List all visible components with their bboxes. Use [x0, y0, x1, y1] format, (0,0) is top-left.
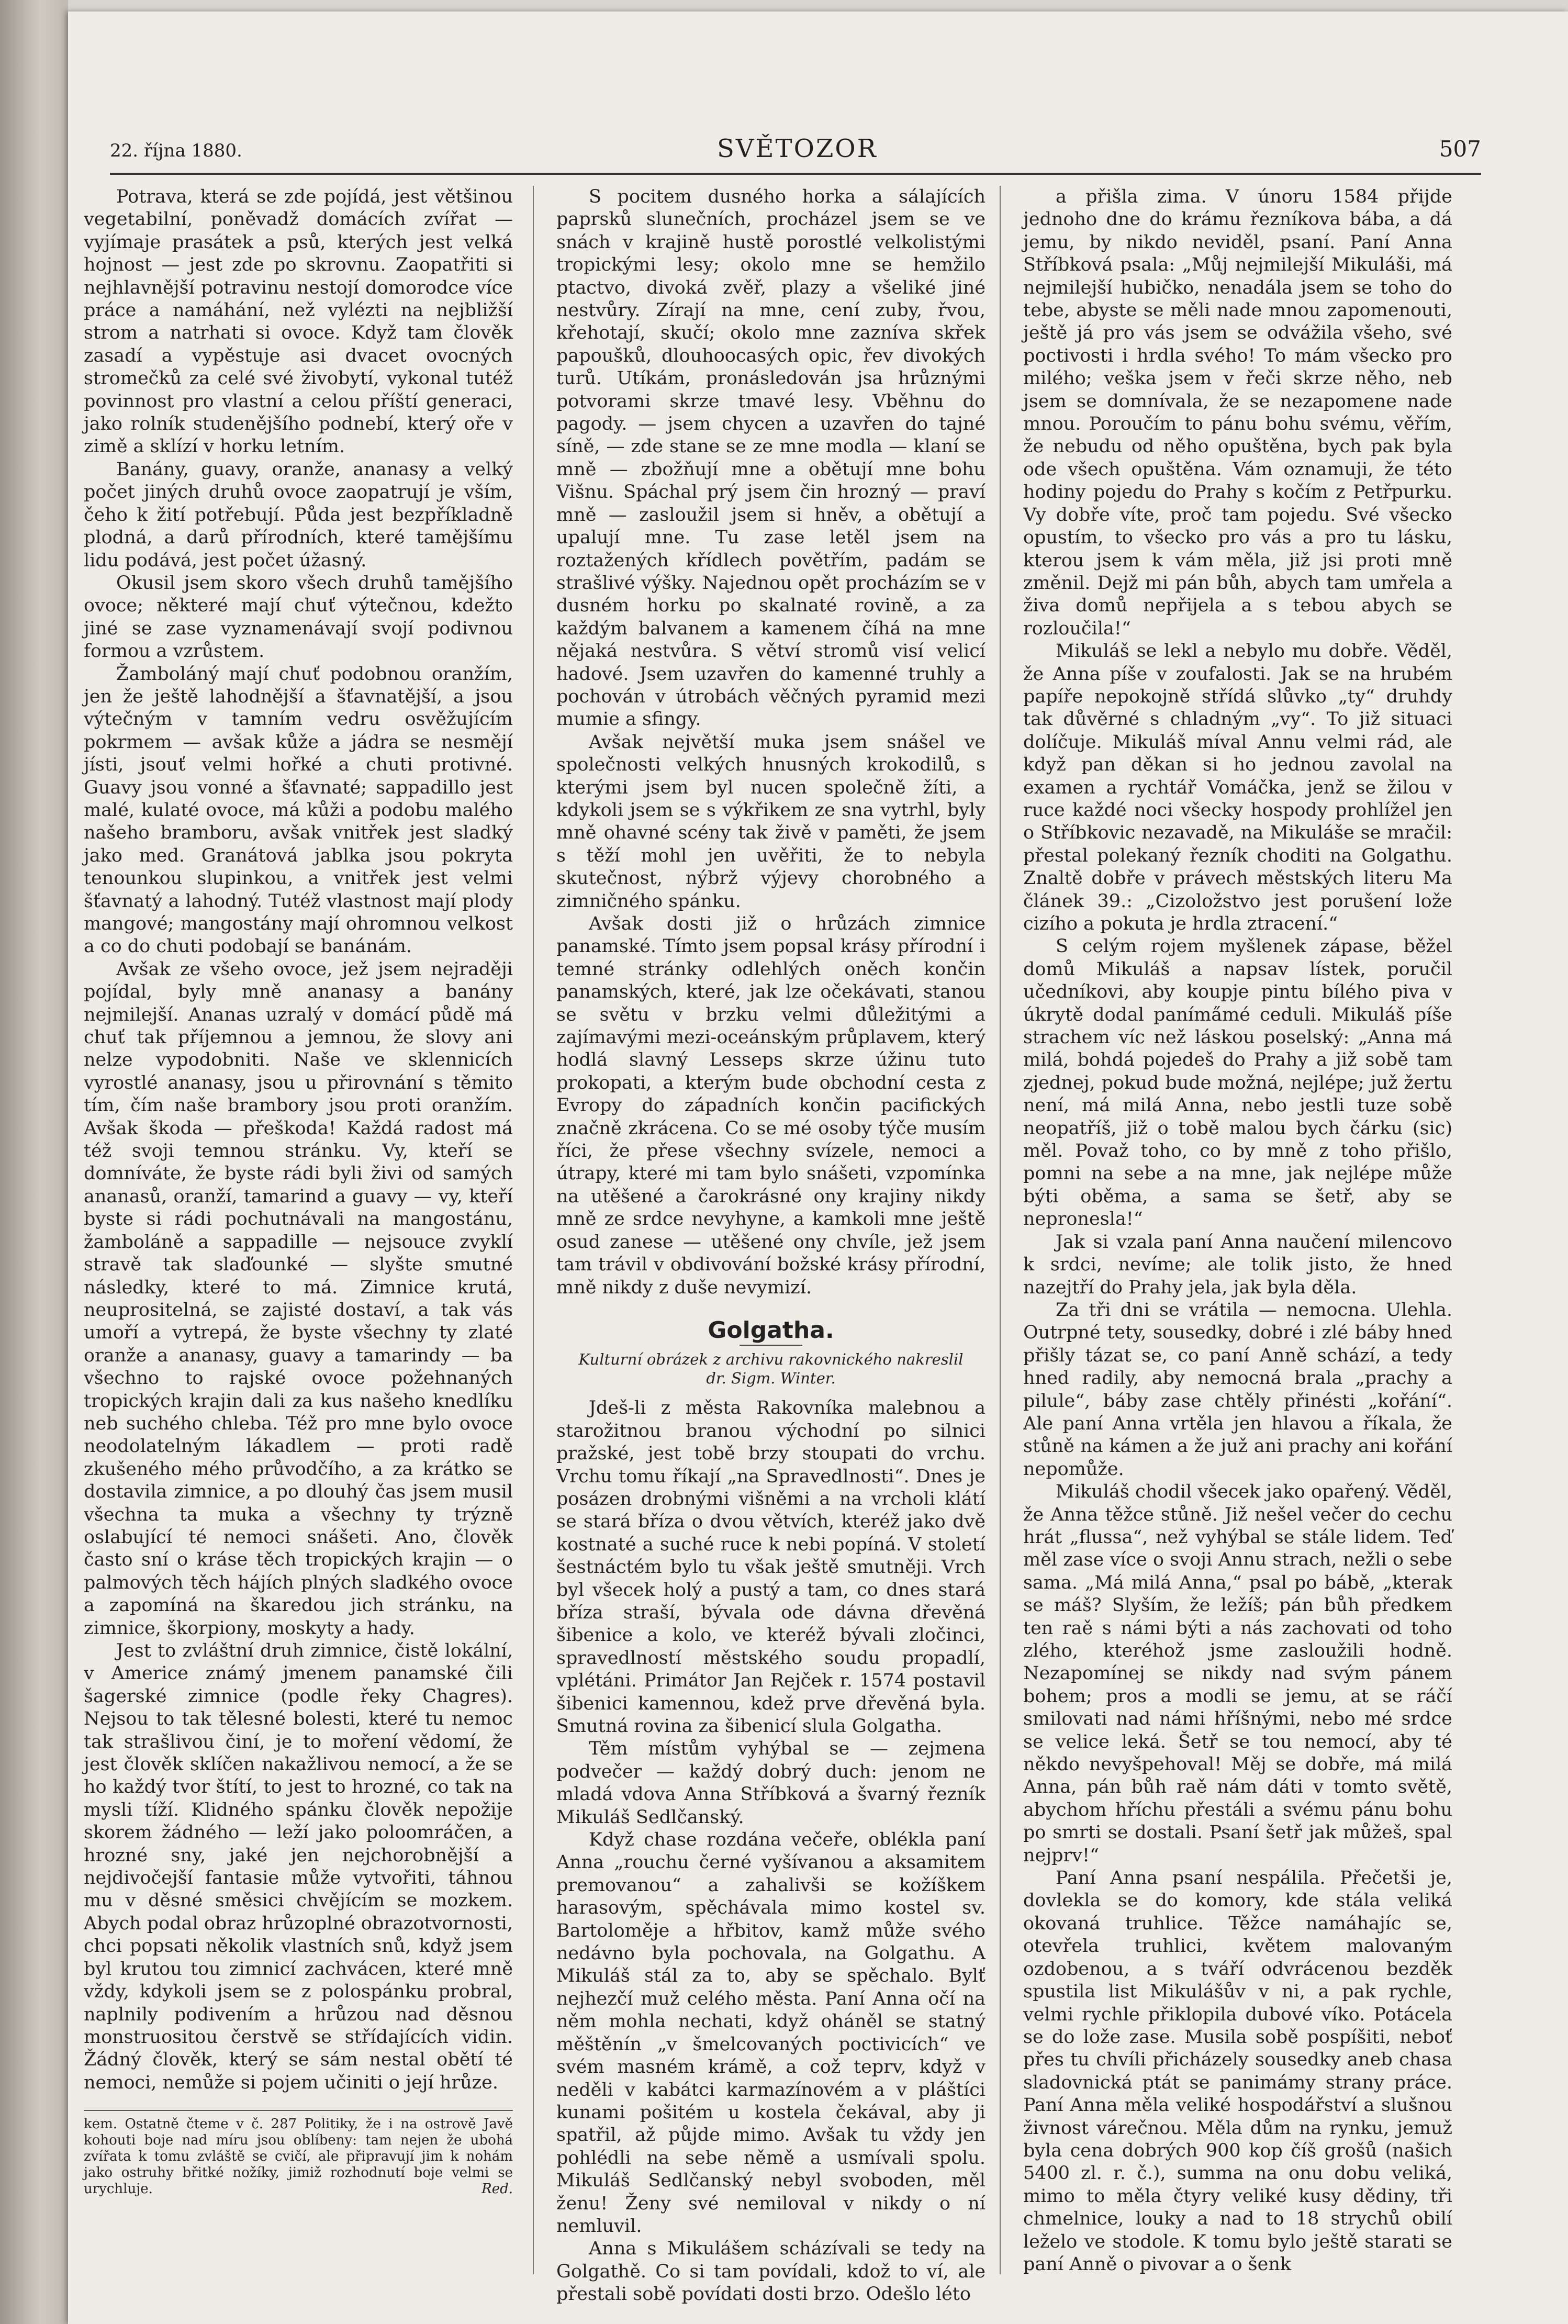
page-header	[110, 131, 1481, 173]
book-binding-strip	[0, 0, 68, 2324]
paragraph: Jest to zvláštní druh zimnice, čistě lokální, v Americe známý jmenem panamské čili šagerské zimnice (podle řeky Chagres). Nejsou to tak tělesné bolesti, které tu nemoc tak strašlivou činí, je to moření vědomí, že jest člověk sklíčen nakažlivou nemocí, a že se ho každý tvor štítí, to jest to hrozné, co tak na mysli tíží. Klidného spánku člověk nepožije skorem žádného — leží jako poloomráčen, a hrozné sny, jaké jen nejchorobnější a nejdivočejší fantasie může vytvořiti, táhnou mu v děsné směsici chvějícím se mozkem. Abych podal obraz hrůzoplné obrazotvornosti, chci popsati několik vlastních snů, když jsem byl krutou tou zimnicí zachvácen, které mně vždy, kdykoli jsem se z polospánku probral, naplnily podivením a hrůzou nad děsnou monstruositou čerstvě se střídajících vidin. Žádný člověk, který se sám nestal obětí té nemoci, nemůže si pojem učiniti o její hrůze.	[84, 1640, 513, 2093]
page-number: 507	[1439, 136, 1481, 162]
article-title: Golgatha.	[556, 1319, 985, 1346]
paragraph: Avšak největší muka jsem snášel ve společnosti velkých hnusných krokodilů, s kterými jsem byl nucen společně žíti, a kdykoli jsem se s výkřikem ze sna vytrhl, byly mně ohavné scény tak živě v paměti, že jsem s těží mohl jen uvěřiti, že to nebyla skutečnost, nýbrž výjevy chorobného a zimničného spánku.	[556, 731, 985, 912]
article-author: dr. Sigm. Winter.	[706, 1369, 836, 1388]
paragraph: Paní Anna psaní nespálila. Přečetši je, dovlekla se do komory, kde stála veliká okovaná truhlice. Těžce namáhajíc se, otevřela truhlici, květem malovaným ozdobenou, a s tváří odvrácenou bezděk spustila list Mikulášův v ni, a pak rychle, velmi rychle přiklopila dubové víko. Potácela se do lože zase. Musila sobě pospíšiti, neboť přes tu chvíli přicházely sousedky aneb chasa sladovnická ptát se panimámy strany práce. Paní Anna měla veliké hospodářství a slušnou živnost várečnou. Měla dům na rynku, jemuž byla cena dobrých 900 kop číš grošů (našich 5400 zl. r. č.), summa na onu dobu veliká, mimo to měla čtyry veliké kusy dědiny, tři chmelnice, louky a nad to 18 strychů obilí leželo ve stodole. K tomu bylo ještě starati se paní Anně o pivovar a o šenk	[1023, 1868, 1452, 2275]
column-divider	[1000, 186, 1001, 2274]
header-date: 22. října 1880.	[110, 140, 242, 161]
paragraph: Avšak dosti již o hrůzách zimnice panamské. Tímto jsem popsal krásy přírodní i temné stránky odlehlých oněch končin panamských, které, jak lze očekávati, stanou se světu v brzku velmi důležitými a zajímavými mezi-oceánským průplavem, který hodlá slavný Lesseps skrze úžinu tuto prokopati, a kterým bude obchodní cesta z Evropy do západních končin pacifických značně zkrácena. Co se mé osoby týče musím říci, že přese všechny svízele, nemoci a útrapy, které mi tam bylo snášeti, vzpomínka na utěšené a čarokrásné ony krajiny nikdy mně ze srdce nevyhyne, a kamkoli mne ještě osud zanese — utěšené ony chvíle, jež jsem tam trávil v obdivování božské krásy přírodní, mně nikdy z duše nevymizí.	[556, 913, 985, 1298]
header-rule	[110, 173, 1481, 175]
paragraph: Anna s Mikulášem scházívali se tedy na Golgathě. Co si tam povídali, kdož to ví, ale přestali sobě povídati dosti brzo. Odešlo léto	[556, 2238, 985, 2305]
header-title: SVĚTOZOR	[717, 134, 878, 163]
column-divider	[533, 186, 534, 2274]
article-subtitle-line: Kulturní obrázek z archivu rakovnického nakreslil	[578, 1350, 964, 1369]
footnote-text: kem. Ostatně čteme v č. 287 Politiky, že i na ostrově Javě kohouti boje nad míru jsou oblíbeny: tam nejen že ubohá zvířata k tomu zvláště se cvičí, ale připravují jim k nohám jako ostruhy břitké nožíky, jimiž rozhodnutí boje velmi se urychluje.	[84, 2116, 513, 2197]
footnote	[84, 2110, 513, 2197]
paragraph: Jdeš-li z města Rakovníka malebnou a starožitnou branou východní po silnici pražské, jest tobě brzy stoupati do vrchu. Vrchu tomu říkají „na Spravedlnosti“. Dnes je posázen drobnými višněmi a na vrcholi klátí se stará bříza o dvou větvích, kteréž jako dvě kostnaté a suché ruce k nebi popíná. V století šestnáctém bylo tu však ještě smutněji. Vrch byl všecek holý a pustý a tam, co dnes stará bříza straší, bývala ode dávna dřevěná šibenice a kolo, ve kteréž bývali zločinci, spravedlností městského soudu propadlí, vplétáni. Primátor Jan Rejček r. 1574 postavil šibenici kamennou, kdež prve dřevěná byla. Smutná rovina za šibenicí slula Golgatha.	[556, 1398, 985, 1737]
column-1	[84, 186, 513, 2274]
column-2	[556, 186, 985, 2305]
column-3	[1023, 186, 1452, 2274]
paragraph: Za tři dni se vrátila — nemocna. Ulehla. Outrpné tety, sousedky, dobré i zlé báby hned přišly tázat se, co paní Anně schází, a tedy hned radily, aby nemocná brala „prachy a pilule“, báby zase chtěly přinésti „kořání“. Ale paní Anna vrtěla jen hlavou a říkala, že stůně na kámen a že juž ani prachy ani kořání nepomůže.	[1023, 1299, 1452, 1480]
paragraph: Okusil jsem skoro všech druhů tamějšího ovoce; některé mají chuť výtečnou, kdežto jiné se zase vyznamenávají svojí podivnou formou a vzrůstem.	[84, 572, 513, 662]
paragraph: S pocitem dusného horka a sálajících paprsků slunečních, procházel jsem se ve snách v krajině hustě porostlé velkolistými tropickými lesy; okolo mne se hemžilo ptactvo, divoká zvěř, plazy a všeliké jiné nestvůry. Zírají na mne, cení zuby, řvou, křehotají, skučí; okolo mne zazníva skřek papoušků, dlouhoocasých opic, řev divokých turů. Utíkám, pronásledován jsa hrůznými potvorami skrze tmavé lesy. Vběhnu do pagody. — jsem chycen a uzavřen do tajné síně, — zde stane se ze mne modla — klaní se mně — zbožňují mne a obětují mne bohu Višnu. Spáchal prý jsem čin hrozný — praví mně — zasloužil jsem si hněv, a obětují a upalují mne. Tu zase letěl jsem na roztažených křídlech povětřím, padám se strašlivé výšky. Najednou opět procházím se v dusném horku po skalnaté rovině, a za každým balvanem a kamenem číhá na mne nějaká nestvůra. S větví stromů visí velicí hadové. Jsem uzavřen do kamenné truhly a pochován v útrobách věčných pyramid mezi mumie a sfingy.	[556, 186, 985, 730]
paragraph: a přišla zima. V únoru 1584 přijde jednoho dne do krámu řezníkova bába, a dá jemu, by nikdo neviděl, psaní. Paní Anna Stříbková psala: „Můj nejmilejší Mikuláši, má nejmilejší hubičko, nenadála jsem se toho do tebe, abyste se měli nade mnou zapomenouti, ještě já pro vás jsem se odvážila všeho, své poctivosti i hrdla svého! To mám všecko pro milého; veška jsem v řeči skrze něho, neb jsem se domnívala, že se nezapomene nade mnou. Poroučím to pánu bohu svému, věřím, že nebudu od něho opuštěna, bych pak byla ode všech opuštěna. Vám oznamuji, že této hodiny pojedu do Prahy s kočím z Petřpurku. Vy dobře víte, proč tam pojedu. Své všecko opustím, to všecko pro vás a pro tu lásku, kterou jsem k vám měla, již jsi proti mně změnil. Dejž mi pán bůh, abych tam umřela a živa domů nepřijela a s tebou abych se rozloučila!“	[1023, 186, 1452, 639]
paragraph: Banány, guavy, oranže, ananasy a velký počet jiných druhů ovoce zaopatrují je vším, čeho k žití potřebují. Půda jest bezpříkladně plodná, a darů přírodních, které tamějšímu lidu podává, jest počet úžasný.	[84, 459, 513, 571]
paragraph: Mikuláš se lekl a nebylo mu dobře. Věděl, že Anna píše v zoufalosti. Jak se na hrubém papíře nepokojně střídá slůvko „ty“ druhdy tak důvěrné s chladným „vy“. To již situaci dolíčuje. Mikuláš míval Annu velmi rád, ale když pan děkan si ho jednou zavolal na examen a rychtář Vomáčka, jenž se žilou v ruce každé noci všecky hospody prohlížel jen o Stříbkovic nezavadě, na Mikuláše se mračil: přestal polekaný řezník choditi na Golgathu. Znaltě dobře v právech městských literu Ma článek 39.: „Cizoložstvo jest porušení lože cizího a pokuta je hrdla ztracení.“	[1023, 641, 1452, 934]
paragraph: Avšak ze všeho ovoce, jež jsem nejraději pojídal, byly mně ananasy a banány nejmilejší. Ananas uzralý v domácí půdě má chuť tak příjemnou a jemnou, že slovy ani nelze vypodobniti. Naše ve sklennicích vyrostlé ananasy, jsou u přirovnání s těmito tím, čím naše brambory jsou proti oranžím. Avšak škoda — přeškoda! Každá radost má též svoji temnou stránku. Vy, kteří se domníváte, že byste rádi byli živi od samých ananasů, oranží, tamarind a guavy — vy, kteří byste si rádi pochutnávali na mangostánu, žamboláně a sappadille — nejsouce zvyklí stravě tak slaďounké — slyšte smutné následky, které to má. Zimnice krutá, neuprositelná, se zajisté dostaví, a tak vás umoří a vytrepá, že byste všechny ty zlaté oranže a ananasy, guavy a tamarindy — ba všechno to rajské ovoce požehnaných tropických krajin dali za kus našeho knedlíku neb suchého chleba. Též pro mne bylo ovoce neodolatelným lákadlem — proti radě zkušeného mého průvodčího, a za krátko se dostavila zimnice, a po dlouhý čas jsem musil všechna ta muka a všechny ty trýzně oslabující té nemoci snášeti. Ano, člověk často sní o kráse těch tropických krajin — o palmových těch hájích plných sladkého ovoce a zapomíná na škaredou jich stránku, na zimnice, škorpiony, moskyty a hady.	[84, 958, 513, 1639]
paragraph: Žamboláný mají chuť podobnou oranžím, jen že ještě lahodnější a šťavnatější, a jsou výtečným v tamním vedru osvěžujícím pokrmem — avšak kůže a jádra se nesmějí jísti, jsouť velmi hořké a chuti protivné. Guavy jsou vonné a šťavnaté; sappadillo jest malé, kulaté ovoce, má kůži a podobu malého našeho bramboru, avšak vnitřek jest sladký jako med. Granátová jablka jsou pokryta tenounkou slupinkou, a vnitřek jest velmi šťavnatý a lahodný. Tutéž vlastnost mají plody mangové; mangostány mají ohromnou velkost a co do chuti podobají se banánám.	[84, 663, 513, 957]
paragraph: Jak si vzala paní Anna naučení milencovo k srdci, nevíme; ale tolik jisto, že hned nazejtří do Prahy jela, jak byla děla.	[1023, 1231, 1452, 1298]
footnote-signature: Red.	[481, 2181, 513, 2197]
paragraph: S celým rojem myšlenek zápase, běžel domů Mikuláš a napsav lístek, poručil učedníkovi, aby koupje pintu bílého piva v úkrytě dodal paníma̋mé ceduli. Mikuláš píše strachem víc než láskou poselský: „Anna má milá, bohdá pojedeš do Prahy a již sobě tam zjednej, pokud bude možná, nejlépe; juž žertu není, má milá Anna, nebo jestli tuze sobě neopatříš, již o tobě malou bych čárku (sic) měl. Považ toho, co by mně z toho přišlo, pomni na sebe a na mne, jak nejlépe může býti oběma, a sama se šetř, aby se nepronesla!“	[1023, 936, 1452, 1230]
paragraph: Těm místům vyhýbal se — zejmena podvečer — každý dobrý duch: jenom ne mladá vdova Anna Stříbková a švarný řezník Mikuláš Sedlčanský.	[556, 1738, 985, 1828]
paragraph: Když chase rozdána večeře, oblékla paní Anna „rouchu černé vyšívanou a aksamitem premovanou“ a zahalivši se kožíškem harasovým, spěchávala mimo kostel sv. Bartoloměje a hřbitov, kamž může svého nedávno byla pochovala, na Golgathu. A Mikuláš stál za to, aby se spěchalo. Bylť nejhezčí muž celého města. Paní Anna očí na něm mohla nechati, když oháněl se statný měštěnín „v šmelcovaných poctivicích“ ve svém masném krámě, a což teprv, když v neděli v kabátci karmazínovém a v pláštíci kunami pošitém u kostela čekával, aby ji spatřil, až půjde mimo. Avšak tu vždy jen pohlédli na sebe němě a usmívali spolu. Mikuláš Sedlčanský nebyl svoboden, měl ženu! Ženy své nemiloval v nikdy o ní nemluvil.	[556, 1829, 985, 2237]
paragraph: Mikuláš chodil všecek jako opařený. Věděl, že Anna těžce stůně. Již nešel večer do cechu hrát „flussa“, než vyhýbal se stále lidem. Teď měl zase více o svoji Annu strach, nežli o sebe sama. „Má milá Anna,“ psal po bábě, „kterak se máš? Slyším, že ležíš; pán bůh předkem ten raě s námi býti a nás zachovati od toho zlého, kteréhož jsme zasloužili hodně. Nezapomínej se nikdy nad svým pánem bohem; pros a modli se jemu, at se ráčí smilovati nad námi hříšnými, nebo mé srdce se velice leká. Šetř se tou nemocí, aby té někdo nevyšpehoval! Měj se dobře, má milá Anna, pán bůh raě nám dáti v tomto světě, abychom hříchu přestáli a svému pánu bohu po smrti se dostali. Psaní šetř jak můžeš, spal nejprv!“	[1023, 1481, 1452, 1866]
article-subtitle	[556, 1350, 985, 1388]
paragraph: Potrava, která se zde pojídá, jest většinou vegetabilní, poněvadž domácích zvířat — vyjímaje prasátek a psů, kterých jest velká hojnost — jest zde po skrovnu. Zaopatřiti si nejhlavnější potravinu nestojí domorodce více práce a namáhání, než vylézti na nejbližší strom a natrhati si ovoce. Když tam člověk zasadí a vypěstuje asi dvacet ovocných stromečků za celé své živobytí, vykonal tutéž povinnost pro vlastní a celou příští generaci, jako rolník studenějšího podnebí, který oře v zimě a sklízí v horku letním.	[84, 186, 513, 457]
